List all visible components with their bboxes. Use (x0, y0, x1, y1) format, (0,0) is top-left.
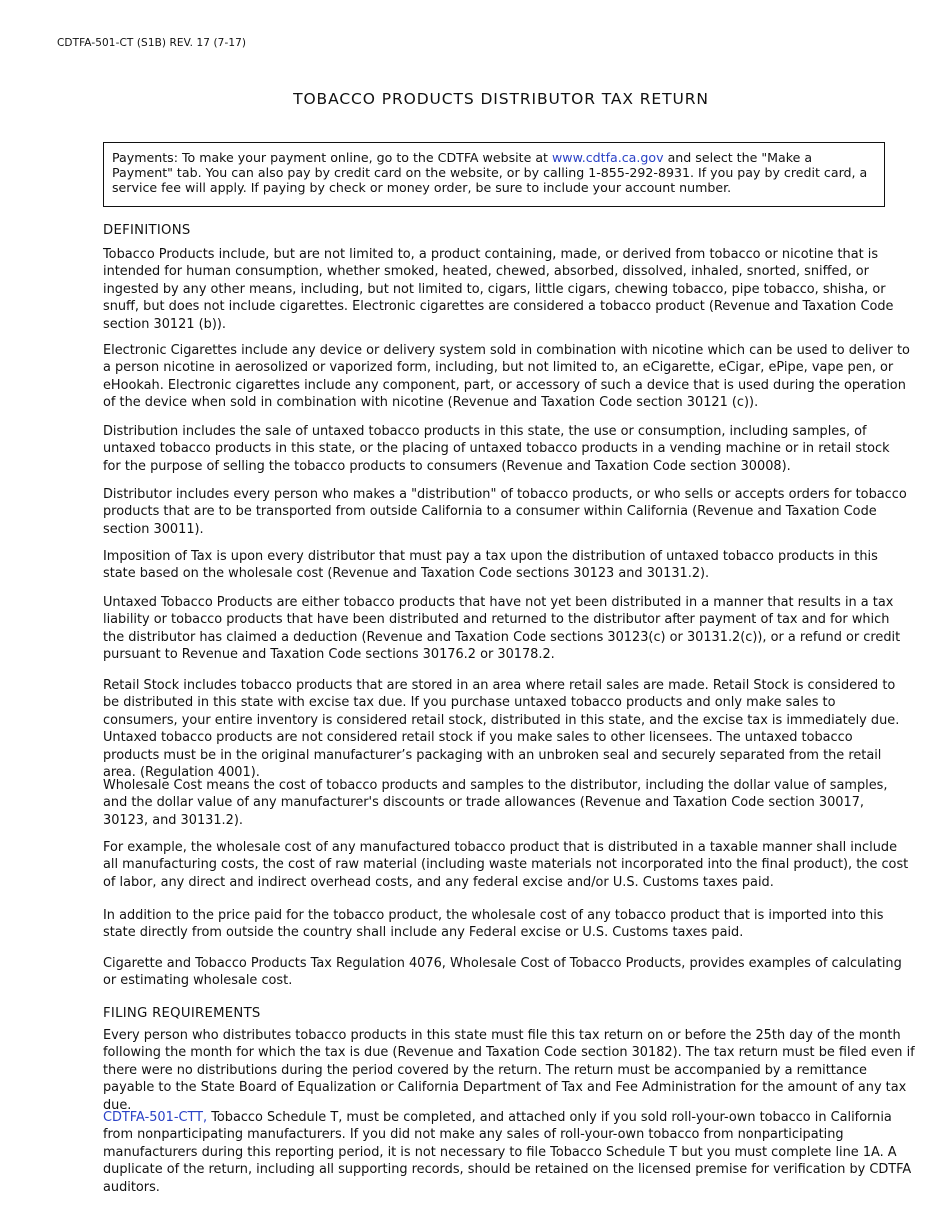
cdtfa-website-link[interactable]: www.cdtfa.ca.gov (552, 150, 664, 165)
wholesale-cost-example: For example, the wholesale cost of any manufactured tobacco product that is distributed in a taxable manner shall include all manufacturing costs, the cost of raw material (including waste materials not incorporated into the final product), the cost of labor, any direct and indirect overhead costs, and any federal excise and/or U.S. Customs taxes paid. (103, 840, 909, 890)
definition-untaxed-tobacco-products: Untaxed Tobacco Products are either tobacco products that have not yet been distributed in a manner that results in a tax liability or tobacco products that have been distributed and returned to the distributor after payment of tax and for which the distributor has claimed a deduction (Revenue and Taxation Code sections 30123(c) or 30131.2(c)), or a refund or credit pursuant to Revenue and Taxation Code sections 30176.2 or 30178.2. (103, 595, 901, 663)
definition-wholesale-cost: Wholesale Cost means the cost of tobacco products and samples to the distributor, including the dollar value of samples, and the dollar value of any manufacturer's discounts or trade allowances (Revenue and Taxation Code section 30017, 30123, and 30131.2). (103, 778, 888, 828)
schedule-t-paragraph (103, 1109, 915, 1196)
wholesale-cost-imports: In addition to the price paid for the tobacco product, the wholesale cost of any tobacco product that is imported into this state directly from outside the country shall include any Federal excise or U.S. Customs taxes paid. (103, 908, 884, 941)
definition-imposition-of-tax: Imposition of Tax is upon every distributor that must pay a tax upon the distribution of untaxed tobacco products in this state based on the wholesale cost (Revenue and Taxation Code sections 30123 and 30131.2). (103, 549, 878, 582)
regulation-4076-note: Cigarette and Tobacco Products Tax Regulation 4076, Wholesale Cost of Tobacco Products, provides examples of calculating or estimating wholesale cost. (103, 956, 902, 989)
definition-distribution: Distribution includes the sale of untaxed tobacco products in this state, the use or consumption, including samples, of untaxed tobacco products in this state, or the placing of untaxed tobacco products in a vending machine or in retail stock for the purpose of selling the tobacco products to consumers (Revenue and Taxation Code section 30008). (103, 424, 890, 474)
definition-electronic-cigarettes: Electronic Cigarettes include any device or delivery system sold in combination with nicotine which can be used to deliver to a person nicotine in aerosolized or vaporized form, including, but not limited to, an eCigarette, eCigar, ePipe, vape pen, or eHookah. Electronic cigarettes include any component, part, or accessory of such a device that is used during the operation of the device when sold in combination with nicotine (Revenue and Taxation Code section 30121 (c)). (103, 343, 910, 411)
definition-retail-stock: Retail Stock includes tobacco products that are stored in an area where retail sales are made. Retail Stock is considered to be distributed in this state with excise tax due. If you purchase untaxed tobacco products and only make sales to consumers, your entire inventory is considered retail stock, distributed in this state, and the excise tax is immediately due. Untaxed tobacco products are not considered retail stock if you make sales to other licensees. The untaxed tobacco products must be in the original manufacturer’s packaging with an unbroken seal and securely separated from the retail area. (Regulation 4001). (103, 678, 900, 781)
definitions-heading: DEFINITIONS (103, 223, 191, 238)
cdtfa-501-ctt-link[interactable]: CDTFA-501-CTT, (103, 1110, 208, 1125)
filing-requirements-text: Every person who distributes tobacco products in this state must file this tax return on or before the 25th day of the month following the month for which the tax is due (Revenue and Taxation Code section 30182). The tax return must be filed even if there were no distributions during the period covered by the return. The return must be accompanied by a remittance payable to the State Board of Equalization or California Department of Tax and Fee Administration for the amount of any tax due. (103, 1028, 915, 1113)
payment-notice-text-end: and select the "Make a Payment" tab. You can also pay by credit card on the website, or by calling 1-855-292-8931. If you pay by credit card, a service fee will apply. If paying by check or money order, be sure to include your account number. (112, 150, 868, 195)
definition-tobacco-products: Tobacco Products include, but are not limited to, a product containing, made, or derived from tobacco or nicotine that is intended for human consumption, whether smoked, heated, chewed, absorbed, dissolved, inhaled, snorted, sniffed, or ingested by any other means, including, but not limited to, cigars, little cigars, chewing tobacco, pipe tobacco, shisha, or snuff, but does not include cigarettes. Electronic cigarettes are considered a tobacco product (Revenue and Taxation Code section 30121 (b)). (103, 247, 894, 332)
page-title: TOBACCO PRODUCTS DISTRIBUTOR TAX RETURN (293, 90, 709, 108)
definition-distributor: Distributor includes every person who makes a "distribution" of tobacco products, or who sells or accepts orders for tobacco products that are to be transported from outside California to a consumer within California (Revenue and Taxation Code section 30011). (103, 487, 907, 537)
schedule-t-text: Tobacco Schedule T, must be completed, and attached only if you sold roll-your-own tobacco in California from nonparticipating manufacturers. If you did not make any sales of roll-your-own tobacco from nonparticipating manufacturers during this reporting period, it is not necessary to file Tobacco Schedule T but you must complete line 1A. A duplicate of the return, including all supporting records, should be retained on the licensed premise for verification by CDTFA auditors. (103, 1110, 912, 1195)
filing-requirements-heading: FILING REQUIREMENTS (103, 1006, 261, 1021)
payment-notice-box (103, 142, 885, 207)
payment-notice-text-start: Payments: To make your payment online, go to the CDTFA website at (112, 150, 552, 165)
form-code: CDTFA-501-CT (S1B) REV. 17 (7-17) (57, 37, 247, 49)
